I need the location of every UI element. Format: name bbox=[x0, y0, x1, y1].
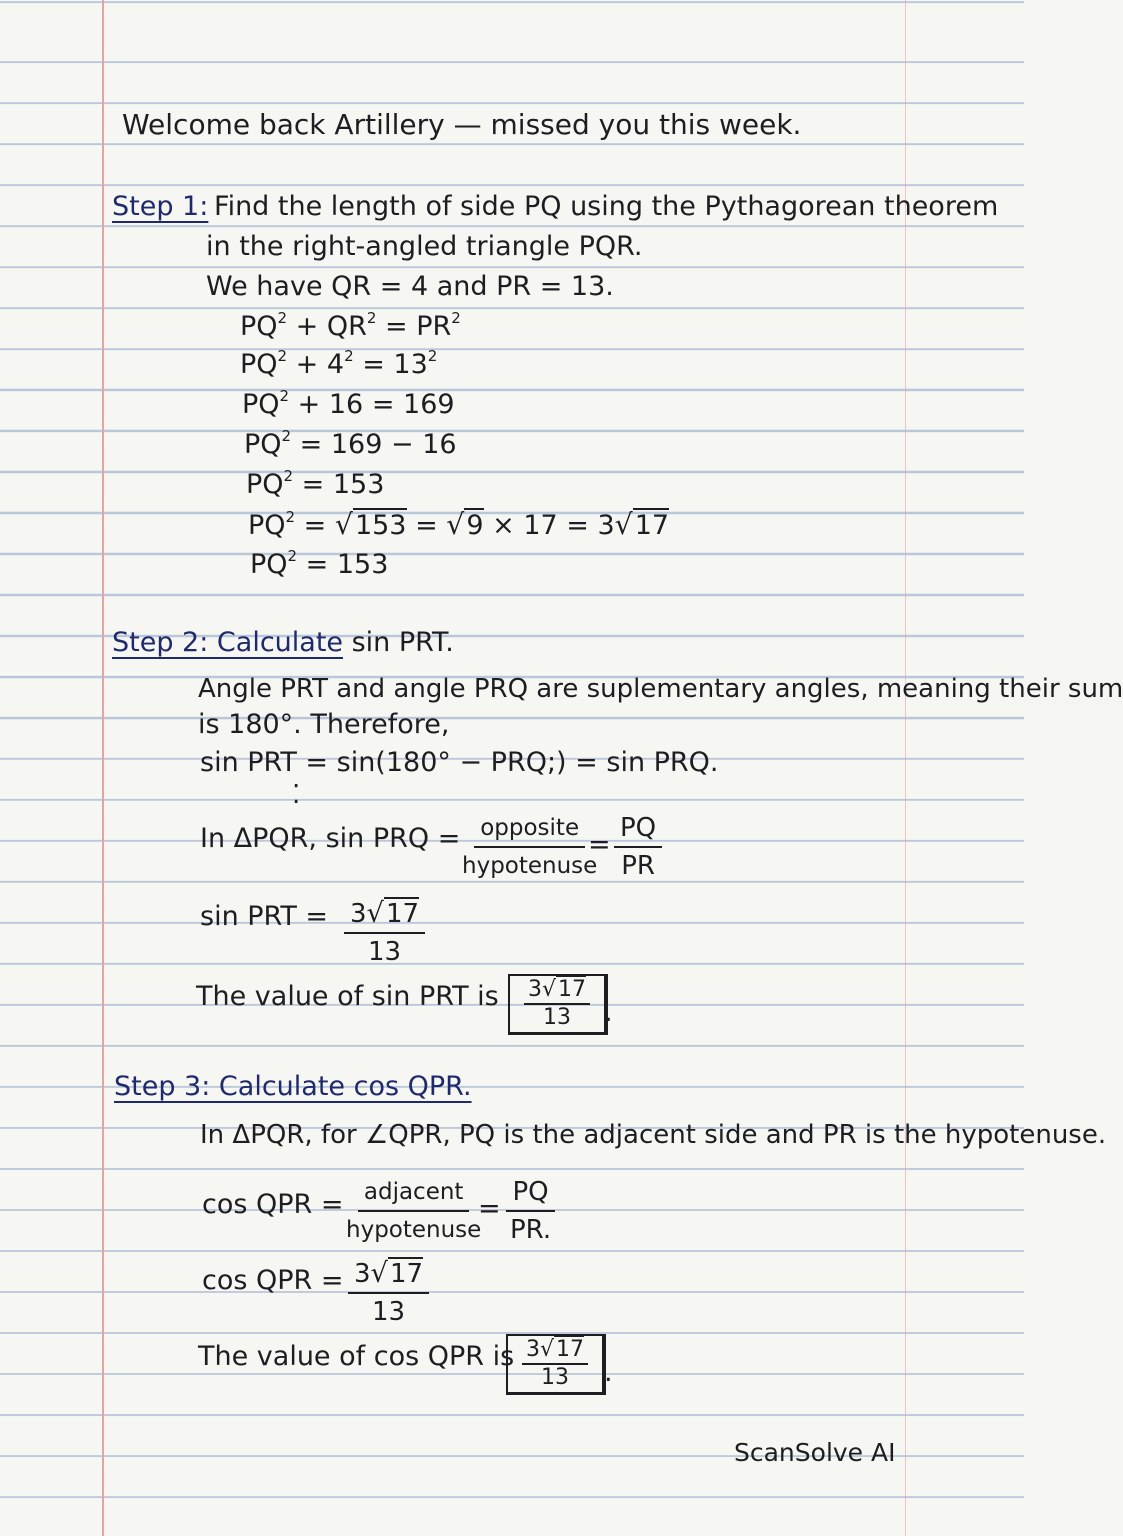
step2-line2: is 180°. Therefore, bbox=[198, 709, 450, 740]
step2-result-prefix: The value of sin PRT is bbox=[196, 981, 499, 1012]
step3-result-prefix: The value of cos QPR is bbox=[198, 1341, 515, 1372]
step1-line1: Find the length of side PQ using the Pythagorean theorem bbox=[214, 191, 999, 222]
step2-label-tail: sin PRT. bbox=[343, 627, 454, 658]
step1-label: Step 1: bbox=[112, 191, 209, 222]
step2-heading bbox=[112, 626, 454, 660]
step3-line1: In ΔPQR, for ∠QPR, PQ is the adjacent side and PR is the hypotenuse. bbox=[200, 1120, 1107, 1150]
step3-line2-prefix: cos QPR = bbox=[202, 1189, 344, 1220]
step2-line4-prefix: In ΔPQR, sin PRQ = bbox=[200, 823, 461, 854]
step1-line2: in the right-angled triangle PQR. bbox=[206, 231, 643, 262]
step2-fraction-result: $\frac{3√17}{13}$ bbox=[344, 898, 425, 968]
step2-period: . bbox=[604, 997, 613, 1028]
step1-eq2: $PQ^2 + 4^2 = 13^2$ bbox=[240, 347, 438, 380]
step1-eq6: $PQ^2 = √153 = √9 \times 17 = 3√17$ bbox=[248, 508, 670, 541]
step3-line3-prefix: cos QPR = bbox=[202, 1265, 344, 1296]
stray-mark: ⁚ bbox=[292, 780, 301, 810]
step2-answer-box: $\frac{3√17}{13}$ bbox=[508, 974, 608, 1035]
step2-fraction-pq-pr: $\frac{PQ}{PR}$ bbox=[614, 812, 662, 882]
step2-line3: sin PRT = sin(180° − PRQ;) = sin PRQ. bbox=[200, 747, 719, 778]
step1-line3: We have QR = 4 and PR = 13. bbox=[206, 271, 614, 302]
step3-fraction-adjacent-hypotenuse: adjacent hypotenuse bbox=[340, 1176, 487, 1246]
step2-fraction-opposite-hypotenuse: opposite hypotenuse bbox=[456, 812, 603, 882]
step3-fraction-result: $\frac{3√17}{13}$ bbox=[348, 1258, 429, 1328]
step1-eq1: $PQ^2 + QR^2 = PR^2$ bbox=[240, 309, 461, 342]
step3-period: . bbox=[604, 1357, 613, 1388]
step1-eq3: $PQ^2 + 16 = 169$ bbox=[242, 387, 455, 420]
step2-line1: Angle PRT and angle PRQ are suplementary angles, meaning their sum bbox=[198, 674, 1123, 704]
step2-line5-prefix: sin PRT = bbox=[200, 901, 329, 932]
step1-eq5: $PQ^2 = 153$ bbox=[246, 467, 385, 500]
step1-eq7: $PQ^2 = 153$ bbox=[250, 547, 389, 580]
greeting: Welcome back Artillery — missed you this week. bbox=[122, 108, 802, 141]
step3-label: Step 3: Calculate cos QPR. bbox=[114, 1071, 472, 1102]
margin-line bbox=[102, 0, 104, 1536]
right-margin-line bbox=[905, 0, 906, 1536]
step3-equals: = bbox=[478, 1193, 501, 1224]
step2-label: Step 2: Calculate bbox=[112, 627, 344, 658]
step1-eq4: $PQ^2 = 169 - 16$ bbox=[244, 427, 457, 460]
step2-equals: = bbox=[588, 829, 611, 860]
signature: ScanSolve AI bbox=[734, 1438, 896, 1467]
step3-answer-box: $\frac{3√17}{13}$ bbox=[506, 1334, 606, 1395]
step3-fraction-pq-pr: $\frac{PQ}{PR.}$ bbox=[504, 1176, 557, 1246]
